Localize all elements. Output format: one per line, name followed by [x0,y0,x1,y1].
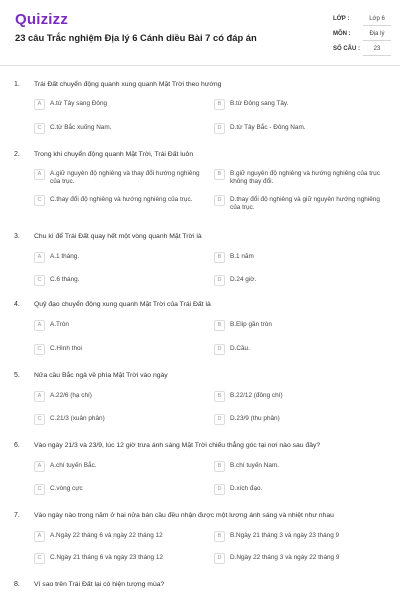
option-text: A.22/6 (hạ chí) [50,392,92,399]
option-text: A.từ Tây sang Đông [50,100,108,107]
question-text: Nửa cầu Bắc ngả về phía Mặt Trời vào ngày [34,372,168,379]
option-letter-box: D [214,553,225,564]
meta-subject-underline [363,40,391,41]
option-letter-box: B [214,391,225,402]
question-number: 8. [14,581,20,588]
option-text: C.vòng cực [50,485,83,492]
option-text: B.giữ nguyên độ nghiêng và hướng nghiêng của trục không thay đổi. [230,170,380,185]
option-letter-box: C [34,344,45,355]
option-text: B.1 năm [230,253,254,260]
option-letter-box: D [214,414,225,425]
question-text: Trái Đất chuyển động quanh xung quanh Mặt Trời theo hướng [34,81,222,88]
option-letter-box: A [34,531,45,542]
option-text: D.Cầu. [230,345,250,352]
question-number: 7. [14,512,20,519]
question-number: 5. [14,372,20,379]
option-letter-box: D [214,195,225,206]
meta-grade [333,15,393,29]
option-text: D.Ngày 22 tháng 3 và ngày 22 tháng 9 [230,554,340,561]
question-number: 4. [14,301,20,308]
question-number: 6. [14,442,20,449]
option-letter-box: B [214,169,225,180]
option-text: A.1 tháng. [50,253,80,260]
option-letter-box: A [34,252,45,263]
option-text: C.Hình thoi [50,345,82,352]
option-text: D.24 giờ. [230,276,257,283]
meta-subject-label: MÔN : [333,31,351,37]
question-number: 2. [14,151,20,158]
option-letter-box: D [214,123,225,134]
option-text: B.từ Đông sang Tây. [230,100,289,107]
option-text: A.Ngày 22 tháng 6 và ngày 22 tháng 12 [50,532,163,539]
option-text: C.21/3 (xuân phân) [50,415,105,422]
option-letter-box: D [214,275,225,286]
option-letter-box: B [214,252,225,263]
meta-question-count [333,45,393,59]
option-letter-box: A [34,169,45,180]
option-letter-box: A [34,391,45,402]
option-letter-box: B [214,320,225,331]
option-text: C.6 tháng. [50,276,80,283]
meta-subject [333,30,393,44]
option-text: D.thay đổi độ nghiêng và giữ nguyên hướng nghiêng của trục. [230,196,380,211]
option-text: B.chí tuyến Nam. [230,462,280,469]
question-text: Vì sao trên Trái Đất lại có hiện tượng mùa? [34,581,165,588]
meta-count-value: 23 [373,46,381,52]
meta-grade-underline [363,25,391,26]
option-letter-box: B [214,99,225,110]
option-letter-box: B [214,461,225,472]
option-text: D.23/9 (thu phân) [230,415,280,422]
option-text: C.từ Bắc xuống Nam. [50,124,112,131]
option-letter-box: D [214,344,225,355]
option-letter-box: A [34,461,45,472]
option-letter-box: C [34,275,45,286]
option-letter-box: C [34,553,45,564]
worksheet-title: 23 câu Trắc nghiệm Địa lý 6 Cánh diều Bài 7 có đáp án [15,32,257,43]
option-text: A.chí tuyến Bắc. [50,462,97,469]
option-letter-box: C [34,123,45,134]
option-text: A.giữ nguyên độ nghiêng và thay đổi hướng nghiêng của trục. [50,170,200,185]
question-number: 1. [14,81,20,88]
question-text: Vào ngày 21/3 và 23/9, lúc 12 giờ trưa ánh sáng Mặt Trời chiếu thẳng góc tại nơi nào sau đây? [34,442,321,449]
question-text: Quỹ đạo chuyển động xung quanh Mặt Trời của Trái Đất là [34,301,211,308]
option-text: B.Ngày 21 tháng 3 và ngày 23 tháng 9 [230,532,340,539]
option-letter-box: C [34,195,45,206]
meta-subject-value: Địa lý [369,31,385,37]
option-text: B.Elip gần tròn [230,321,272,328]
option-text: C.Ngày 21 tháng 6 và ngày 23 tháng 12 [50,554,163,561]
question-number: 3. [14,233,20,240]
quizizz-logo: Quizizz [15,11,69,28]
option-letter-box: C [34,484,45,495]
question-text: Vào ngày nào trong năm ở hai nửa bán cầu đều nhận được một lượng ánh sáng và nhiệt như nhau [34,512,334,519]
meta-count-underline [363,55,391,56]
meta-grade-value: Lớp 6 [369,16,385,22]
question-text: Chu kì để Trái Đất quay hết một vòng quanh Mặt Trời là [34,233,202,240]
option-letter-box: C [34,414,45,425]
option-text: B.22/12 (đông chí) [230,392,283,399]
meta-count-label: SỐ CÂU : [333,46,360,52]
option-text: C.thay đổi độ nghiêng và hướng nghiêng của trục. [50,196,193,203]
option-text: D.xích đạo. [230,485,263,492]
option-letter-box: D [214,484,225,495]
option-letter-box: B [214,531,225,542]
option-letter-box: A [34,99,45,110]
option-letter-box: A [34,320,45,331]
worksheet-header [0,0,400,66]
meta-grade-label: LỚP : [333,16,350,22]
option-text: A.Tròn [50,321,69,328]
option-text: D.từ Tây Bắc - Đông Nam. [230,124,306,131]
question-text: Trong khi chuyển động quanh Mặt Trời, Trái Đất luôn [34,151,194,158]
